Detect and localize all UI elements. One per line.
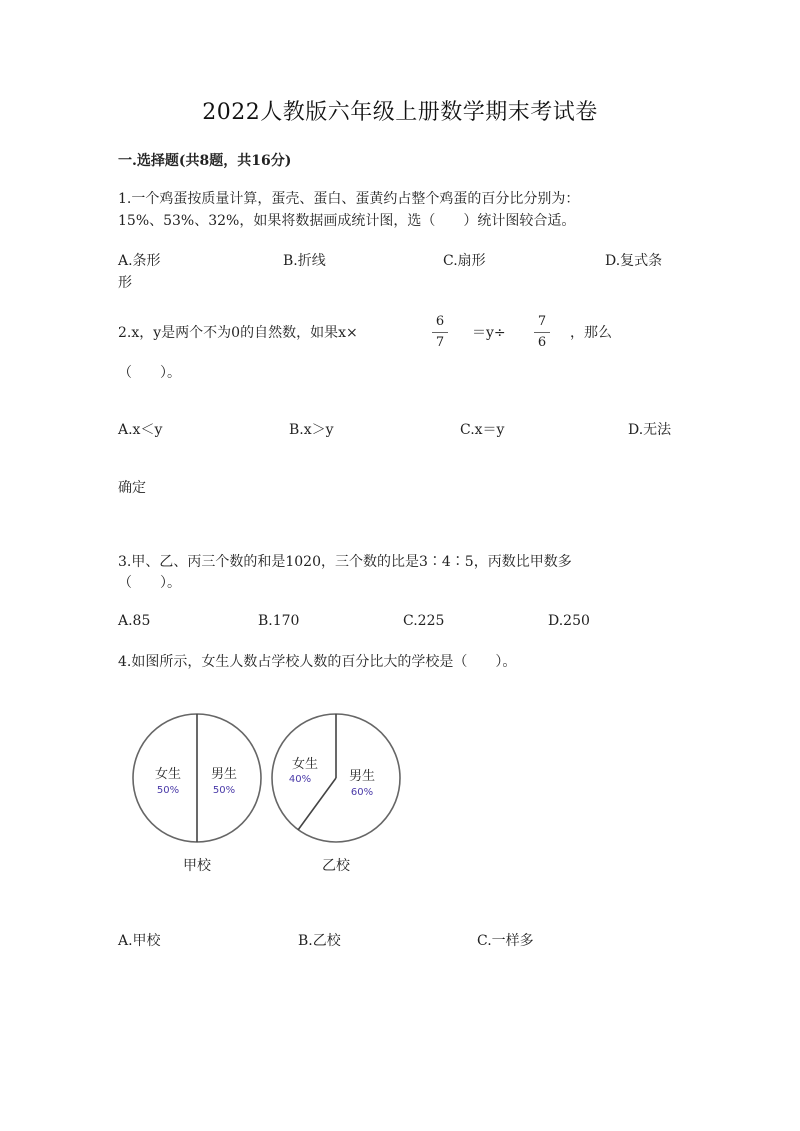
- pie-jia-boys-pct: 50%: [212, 785, 236, 796]
- pie-jia: [133, 714, 261, 874]
- fraction-1-bar: [432, 332, 448, 333]
- pie-yi-divider-bottom: [298, 778, 336, 830]
- question-1-option-a[interactable]: A.条形: [118, 253, 161, 269]
- question-2-option-b[interactable]: B.x＞y: [289, 422, 334, 438]
- fraction-2-bar: [534, 332, 550, 333]
- pie-yi: [272, 714, 400, 874]
- fraction-1-numerator: 6: [435, 314, 445, 329]
- pie-jia-girls-pct: 50%: [156, 785, 180, 796]
- question-3-option-d[interactable]: D.250: [548, 613, 590, 629]
- question-3-option-a[interactable]: A.85: [118, 613, 151, 629]
- question-3-line-2: （ ）。: [118, 575, 181, 591]
- question-2-line-2: （ ）。: [118, 365, 181, 381]
- question-4-option-b[interactable]: B.乙校: [298, 933, 341, 949]
- question-2-option-d-wrap: 确定: [118, 480, 146, 496]
- fraction-2-denominator: 6: [537, 335, 547, 350]
- question-3-option-c[interactable]: C.225: [403, 613, 445, 629]
- question-1-option-d[interactable]: D.复式条: [605, 253, 663, 269]
- fraction-six-sevenths: [430, 314, 450, 351]
- question-2-prefix: 2.x，y是两个不为0的自然数，如果x×: [118, 325, 358, 341]
- question-4-line-1: 4.如图所示，女生人数占学校人数的百分比大的学校是（ ）。: [118, 654, 517, 670]
- fraction-seven-sixths: [532, 314, 552, 351]
- school-pie-charts-figure: [120, 700, 420, 890]
- question-1-option-b[interactable]: B.折线: [283, 253, 326, 269]
- fraction-2-numerator: 7: [537, 314, 547, 329]
- page-title: 2022人教版六年级上册数学期末考试卷: [202, 100, 598, 125]
- question-3-line-1: 3.甲、乙、丙三个数的和是1020，三个数的比是3∶4∶5，丙数比甲数多: [118, 554, 572, 570]
- question-3-option-b[interactable]: B.170: [258, 613, 300, 629]
- section-heading: 一.选择题(共8题，共16分): [118, 153, 292, 169]
- pie-jia-girls-label: 女生: [154, 767, 182, 782]
- pie-jia-name: 甲校: [183, 858, 211, 874]
- question-2-suffix: ，那么: [570, 325, 612, 341]
- pie-jia-boys-label: 男生: [210, 767, 238, 782]
- pie-yi-girls-label: 女生: [291, 757, 319, 772]
- question-4-option-c[interactable]: C.一样多: [477, 933, 534, 949]
- question-1-line-2: 15%、53%、32%，如果将数据画成统计图，选（ ）统计图较合适。: [118, 213, 576, 229]
- question-1-line-1: 1.一个鸡蛋按质量计算，蛋壳、蛋白、蛋黄约占整个鸡蛋的百分比分别为：: [118, 191, 580, 207]
- question-2-option-d[interactable]: D.无法: [628, 422, 672, 438]
- fraction-1-denominator: 7: [435, 335, 445, 350]
- question-1-option-c[interactable]: C.扇形: [443, 253, 486, 269]
- question-4-option-a[interactable]: A.甲校: [118, 933, 161, 949]
- question-2-option-a[interactable]: A.x＜y: [118, 422, 163, 438]
- question-1-option-d-wrap: 形: [118, 275, 132, 291]
- pie-yi-girls-pct: 40%: [288, 774, 312, 785]
- pie-yi-name: 乙校: [322, 858, 350, 874]
- pie-yi-boys-label: 男生: [348, 769, 376, 784]
- question-2-middle: ＝y÷: [472, 325, 506, 341]
- pie-yi-boys-pct: 60%: [350, 787, 374, 798]
- question-2-option-c[interactable]: C.x＝y: [460, 422, 505, 438]
